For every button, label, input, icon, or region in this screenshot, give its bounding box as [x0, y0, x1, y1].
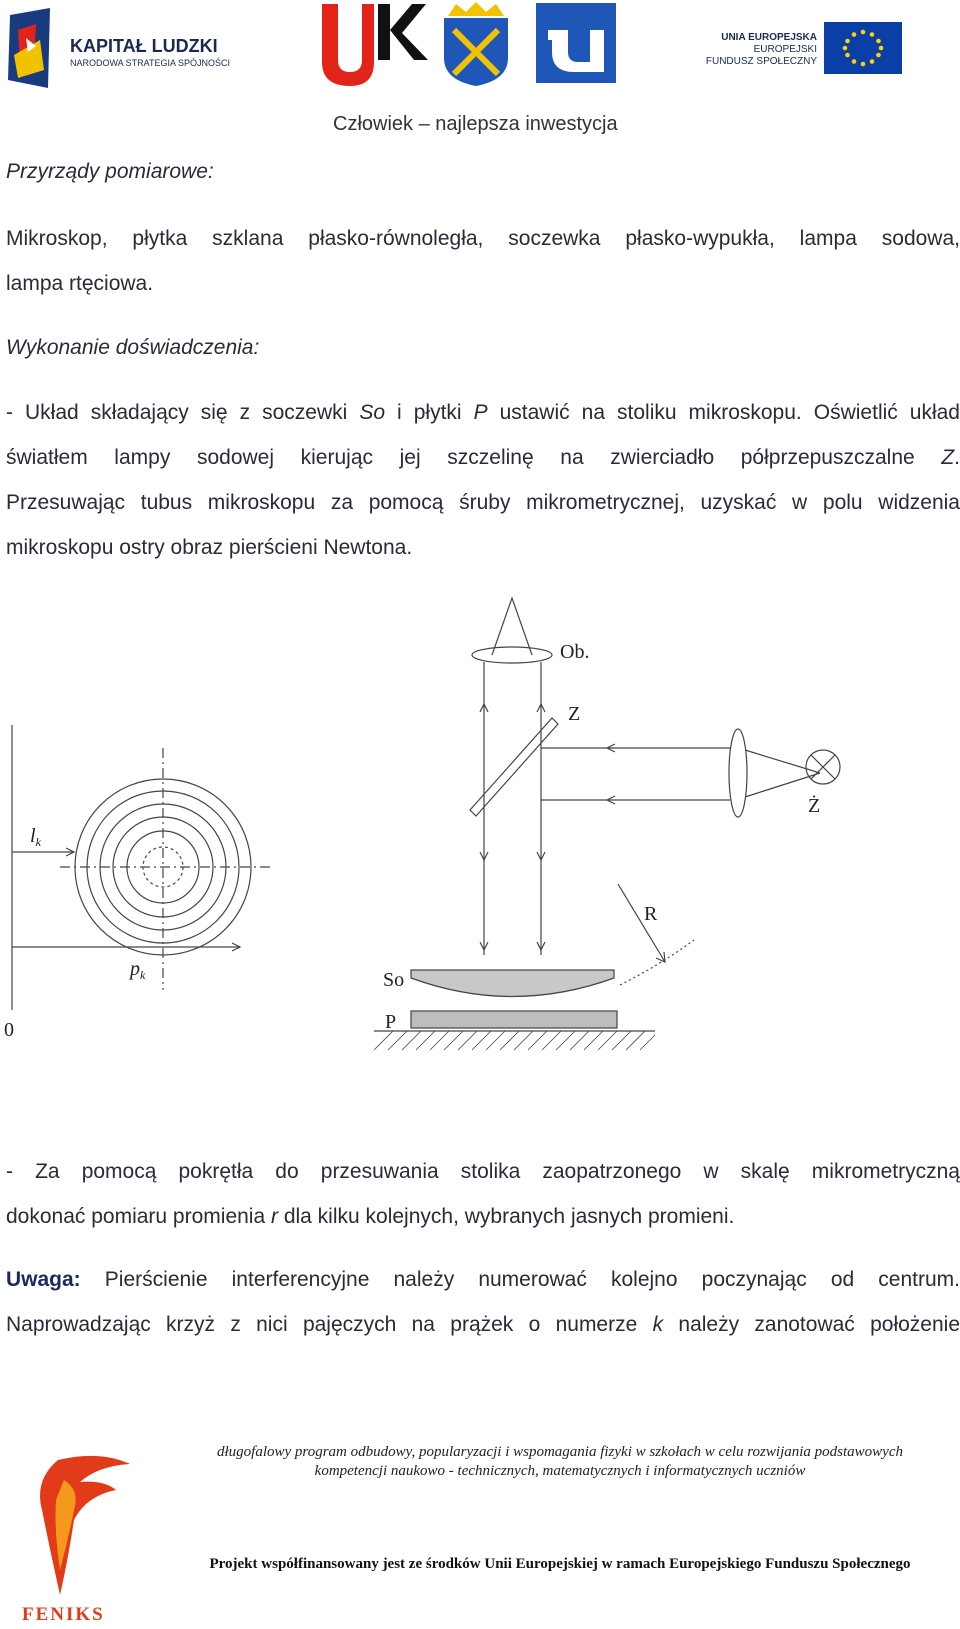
text-run: i płytki: [385, 401, 474, 424]
label-lk: $l_k$: [30, 825, 41, 849]
eu-line2: EUROPEJSKI: [753, 44, 817, 55]
procedure-p1-line-3: Przesuwając tubus mikroskopu za pomocą śruby mikrometrycznej, uzyskać w polu widzenia: [6, 491, 960, 514]
note-label: Uwaga:: [6, 1268, 81, 1291]
label-plate: P: [385, 1011, 397, 1033]
feniks-text: FENIKS: [22, 1604, 105, 1625]
label-radius: R: [644, 903, 658, 925]
procedure-heading: Wykonanie doświadczenia:: [6, 336, 260, 359]
label-objective: Ob.: [560, 641, 590, 663]
footer-line-1: długofalowy program odbudowy, popularyzacji i wspomagania fizyki w szkołach w celu rozwijania podstawowych: [217, 1444, 903, 1460]
ur-logo: [536, 3, 616, 83]
eu-line3: FUNDUSZ SPOŁECZNY: [705, 56, 817, 67]
glass-plate: [411, 1011, 617, 1028]
instruments-line-2: lampa rtęciowa.: [6, 272, 154, 295]
text-run: dla kilku kolejnych, wybranych jasnych promieni.: [277, 1205, 735, 1228]
eu-line1: UNIA EUROPEJSKA: [721, 32, 817, 43]
procedure-p1-line-2: [6, 435, 960, 480]
text-run: .: [954, 446, 960, 469]
curvature-arc: [620, 940, 694, 985]
lens-symbol: So: [359, 401, 386, 424]
footer-line-2: kompetencji naukowo - technicznych, matematycznych i informatycznych uczniów: [314, 1463, 806, 1479]
eu-text-block: [706, 32, 817, 67]
fringe-number-symbol: k: [652, 1313, 664, 1336]
label-mirror: Z: [568, 703, 581, 725]
procedure-p2-line-2: [6, 1194, 960, 1239]
eu-flag-logo: [824, 22, 902, 74]
coat-of-arms-logo: [444, 2, 508, 86]
label-pk: $p_k$: [130, 958, 146, 982]
note-line-1: [6, 1257, 960, 1302]
condenser-lens: [729, 729, 747, 817]
procedure-paragraph-2: [6, 1149, 960, 1239]
plate-symbol: P: [473, 401, 488, 424]
label-zero: 0: [4, 1019, 14, 1041]
label-lens: So: [383, 969, 405, 991]
header-logos: [0, 0, 960, 100]
kapital-ludzki-subtitle: NARODOWA STRATEGIA SPÓJNOŚCI: [70, 58, 231, 68]
procedure-p1-line-1: [6, 390, 960, 435]
text-run: światłem lampy sodowej kierując jej szczelinę na zwierciadło półprzepuszczalne: [6, 446, 942, 469]
procedure-paragraph-1: [6, 390, 960, 570]
plano-convex-lens: [411, 970, 614, 997]
procedure-p1-line-4: mikroskopu ostry obraz pierścieni Newtona.: [6, 536, 413, 559]
text-run: należy zanotować położenie: [663, 1313, 960, 1336]
kapital-ludzki-title: KAPITAŁ LUDZKI: [70, 36, 218, 56]
radius-arrow: [618, 884, 665, 962]
radius-symbol: r: [270, 1205, 278, 1228]
note-line-2: [6, 1302, 960, 1347]
half-mirror: [470, 718, 558, 816]
objective-lens: [472, 647, 552, 663]
text-run: Pierścienie interferencyjne należy numerować kolejno poczynając od centrum.: [80, 1268, 960, 1291]
feniks-logo: [20, 1450, 140, 1625]
kapital-ludzki-logo: [8, 8, 230, 88]
footer-line-3: Projekt współfinansowany jest ze środków Unii Europejskiej w ramach Europejskiego Funduszu Społecznego: [209, 1556, 911, 1572]
instruments-paragraph: [6, 216, 960, 306]
newton-rings-diagram: [0, 590, 960, 1100]
mirror-symbol: Z: [941, 446, 955, 469]
tagline: Człowiek – najlepsza inwestycja: [333, 113, 618, 135]
text-run: - Układ składający się z soczewki: [6, 401, 360, 424]
instruments-line-1: Mikroskop, płytka szklana płasko-równoległa, soczewka płasko-wypukła, lampa sodowa,: [6, 227, 960, 250]
label-lamp: Ż: [808, 795, 821, 817]
procedure-p2-line-1: - Za pomocą pokrętła do przesuwania stolika zaopatrzonego w skalę mikrometryczną: [6, 1160, 960, 1183]
text-run: Naprowadzając krzyż z nici pajęczych na prążek o numerze: [6, 1313, 653, 1336]
ujk-logo: [322, 4, 428, 86]
instruments-heading: Przyrządy pomiarowe:: [6, 160, 214, 183]
note-paragraph: [6, 1257, 960, 1347]
text-run: dokonać pomiaru promienia: [6, 1205, 271, 1228]
text-run: ustawić na stoliku mikroskopu. Oświetlić układ: [487, 401, 960, 424]
